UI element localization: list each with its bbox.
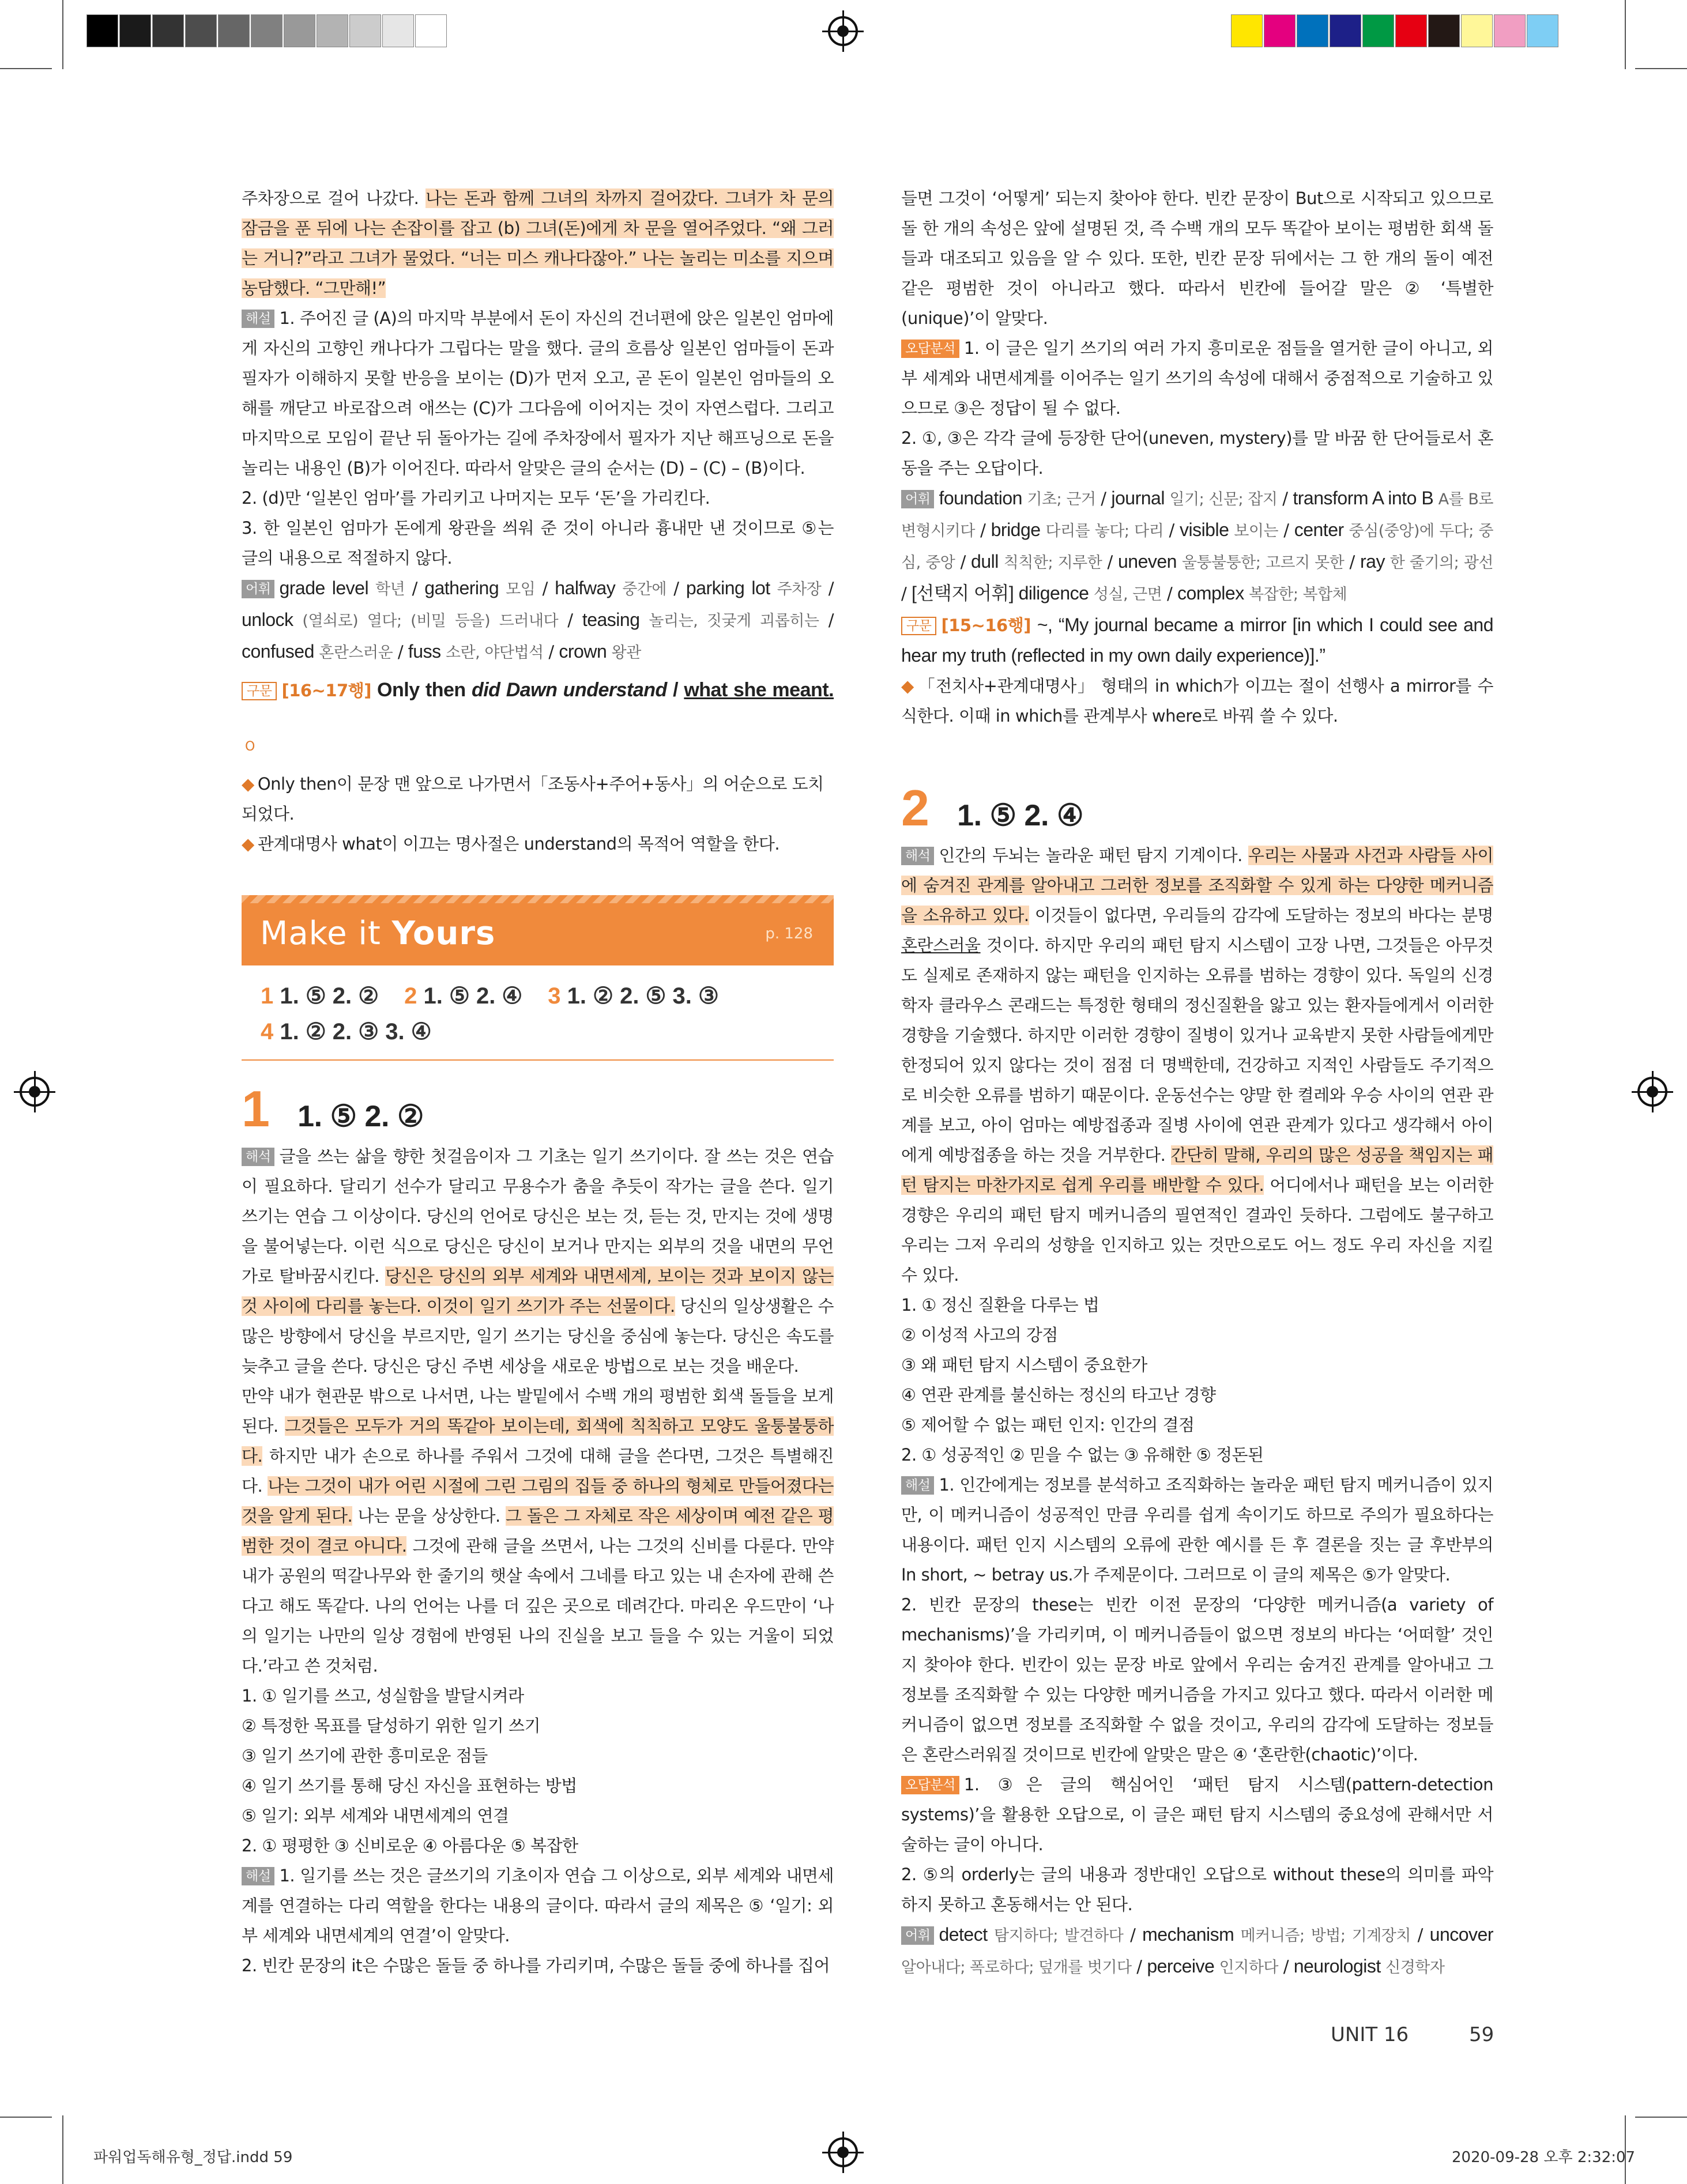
syntax-sentence-d: what she meant. [684,679,834,701]
left-column-section-1 [242,1080,834,1981]
highlighted-text: 당신은 당신의 외부 세계와 내면세계, 보이는 것과 보이지 않는 것 사이에 다리를 놓는다. 이것이 일기 쓰기가 주는 선물이다. [242,1266,834,1316]
syntax-sentence: ~, “My journal became a mirror [in which I could see and hear my truth (reflected in my own daily experience)].” [901,614,1494,666]
process-swatch [1297,14,1328,47]
vocab-word: bridge [991,519,1046,540]
gray-swatch [152,14,184,47]
vocab-word: visible [1179,519,1234,540]
vocab-word: perceive [1147,1956,1219,1976]
vocab-gloss: 중간에 [622,580,666,598]
vocab-word: transform A into B [1293,488,1439,508]
vocab-word: fuss [408,641,446,662]
translation-tag: 해석 [901,847,934,865]
vocab-word: journal [1111,488,1170,508]
syntax-sentence-b: did Dawn understand [471,679,667,701]
highlighted-text: 나는 돈과 함께 그녀의 차까지 걸어갔다. 그녀가 차 문의 잠금을 푼 뒤에 나는 손잡이를 잡고 (b) 그녀(돈)에게 차 문을 열어주었다. “왜 그러는 거니?”라고 그녀가 물었다. “너는 미스 캐나다잖아.” 나는 놀리는 미소를 지으며 농담했다. “그만해!” [242,188,834,298]
gray-swatch [382,14,414,47]
explanation-block [242,303,834,483]
text-run: 그것에 관해 글을 쓰면서, 나는 그것의 신비를 다룬다. 만약 내가 공원의 떡갈나무와 한 줄기의 햇살 속에서 그네를 타고 있는 내 손자에 관해 쓴다고 해도 똑같다. 나의 언어는 나를 더 깊은 곳으로 데려간다. 마리온 우드만이 ‘나의 일기는 나만의 일상 경험에 반영된 나의 진실을 보고 들을 수 있는 거울이 되었다.’라고 쓴 것처럼. [242,1536,834,1676]
section-2-explanation-1: 1. 인간에게는 정보를 분석하고 조직화하는 놀라운 패턴 탐지 메커니즘이 있지만, 이 메커니즘이 성공적인 만큼 우리를 쉽게 속이기도 하므로 주의가 필요하다는 내용이다. 패턴 인지 시스템의 오류에 관한 예시를 든 후 결론을 짓는 글 후반부의 In short, ~ betray us.가 주제문이다. 그러므로 이 글의 제목은 ⑤가 알맞다. [901,1475,1493,1585]
vocab-word: uneven [1117,551,1182,572]
gray-swatch [349,14,381,47]
section-2-number: 2 [901,779,929,836]
text-run: 이것들이 없다면, 우리들의 감각에 도달하는 정보의 바다는 분명 [1029,906,1493,925]
list-item: 1. ① 정신 질환을 다루는 법 [901,1295,1099,1315]
highlighted-text: 간단히 말해, 우리의 많은 성공을 책임지는 패턴 탐지는 마찬가지로 쉽게 우리를 배반할 수 있다. [901,1145,1493,1195]
section-1-q2-options: 2. ① 평평한 ③ 신비로운 ④ 아름다운 ⑤ 복잡한 [242,1836,578,1855]
vocab-gloss: 모임 [506,580,536,598]
vocab-gloss: A를 B로 변형시키다 [901,491,1493,540]
vocab-gloss: (열쇠로) 열다; (비밀 등을) 드러내다 [302,612,559,630]
wrong-answer-tag: 오답분석 [901,340,959,358]
vocab-word: mechanism [1142,1924,1241,1945]
vocab-gloss: 칙칙한; 지루한 [1003,554,1102,572]
highlighted-text: 나는 그것이 내가 어린 시절에 그린 그림의 집들 중 하나의 형체로 만들어졌다는 것을 알게 된다. [242,1476,834,1526]
highlighted-text: 그 돌은 그 자체로 작은 세상이며 예전 같은 평범한 것이 결코 아니다. [242,1506,834,1556]
vocab-word: complex [1177,583,1249,603]
answer-group: 1 1. ⑤ 2. ② [261,983,379,1009]
unit-label: UNIT 16 [1331,2023,1409,2046]
registration-target-right [1637,1077,1667,1107]
wrong-answer-analysis [901,333,1493,423]
vocab-gloss: 중심(중앙)에 두다; 중심, 중앙 [901,522,1493,572]
wrong-answer-tag: 오답분석 [901,1776,959,1794]
vocab-word: grade level [279,578,376,598]
vocab-word: gathering [424,578,506,598]
banner-stripe [242,895,834,903]
section-2-translation [901,840,1493,1290]
syntax-note: ◆ 「전치사+관계대명사」 형태의 in which가 이끄는 절이 선행사 a mirror를 수식한다. 이때 in which를 관계부사 where로 바꿔 쓸 수 있다. [901,676,1493,726]
highlighted-text: 그것들은 모두가 거의 똑같아 보이는데, 회색에 칙칙하고 모양도 울퉁불퉁하다. [242,1416,834,1466]
wrong-answer-2: 2. ①, ③은 각각 글에 등장한 단어(uneven, mystery)를 말 바꿈 한 단어들로서 혼동을 주는 오답이다. [901,428,1493,478]
explanation-tag: 해설 [242,1867,274,1885]
list-item: ② 이성적 사고의 강점 [901,1325,1058,1345]
left-column [242,183,834,859]
explanation-1: 1. 주어진 글 (A)의 마지막 부분에서 돈이 자신의 건너편에 앉은 일본인 엄마에게 자신의 고향인 캐나다가 그립다는 말을 했다. 글의 흐름상 일본인 엄마들이 돈과 필자가 이해하지 못할 반응을 보이는 (D)가 먼저 오고, 곧 돈이 일본인 엄마들의 오해를 깨닫고 바로잡으려 애쓰는 (C)가 그다음에 이어지는 것이 자연스럽다. 그리고 마지막으로 모임이 끝난 뒤 돌아가는 길에 주차장에서 필자가 지난 해프닝으로 돈을 놀리는 내용인 (B)가 이어진다. 따라서 알맞은 글의 순서는 (D) – (C) – (B)이다. [242,308,834,478]
vocab-gloss: 울퉁불퉁한; 고르지 못한 [1181,554,1345,572]
vocab-gloss: 복잡한; 복합체 [1249,586,1347,603]
gray-swatch [218,14,250,47]
vocabulary-tag: 어휘 [901,1926,934,1945]
syntax-tag: 구문 [901,617,936,635]
vocab-gloss: 다리를 놓다; 다리 [1045,522,1164,540]
answer-row-1 [261,978,826,1014]
list-item: ③ 일기 쓰기에 관한 흥미로운 점들 [242,1746,488,1766]
vocab-word: detect [939,1924,995,1945]
section-2-q1-options [901,1290,1493,1440]
section-1-explanation-2: 2. 빈칸 문장의 it은 수많은 돌들 중 하나를 가리키며, 수많은 돌들 중에 하나를 집어 [242,1956,830,1975]
text-run: 어디에서나 패턴을 보는 이러한 경향은 우리의 패턴 탐지 메커니즘의 필연적인 결과인 듯하다. 그럼에도 불구하고 우리는 그저 우리의 성향을 인지하고 있는 것만으로도 어느 정도 우리 자신을 지킬 수 있다. [901,1175,1493,1285]
vocab-gloss: 한 줄기의; 광선 [1389,554,1493,572]
vocab-word: unlock [242,609,303,630]
vocab-gloss: 주차장 [777,580,822,598]
vocab-word: center [1294,519,1349,540]
text-run: 당신의 일상생활은 수많은 방향에서 당신을 부르지만, 일기 쓰기는 당신을 중심에 놓는다. 당신은 속도를 늦추고 글을 쓴다. 당신은 당신 주변 세상을 새로운 방법으로 보는 것을 배운다. [242,1296,834,1376]
syntax-sentence-a: Only then [377,679,472,701]
answer-group: 2 1. ⑤ 2. ④ [404,983,523,1009]
section-1-translation-1 [242,1141,834,1381]
translation-tag: 해석 [242,1148,274,1166]
text-run: 글을 쓰는 삶을 향한 첫걸음이자 그 기초는 일기 쓰기이다. 잘 쓰는 것은 연습이 필요하다. 달리기 선수가 달리고 무용수가 춤을 추듯이 작가는 글을 쓴다. 일기 쓰기는 연습 그 이상이다. 당신의 언어로 당신은 보는 것, 듣는 것, 만지는 것에 생명을 불어넣는다. 이런 식으로 당신은 당신이 보거나 만지는 외부의 것을 내면의 무언가로 탈바꿈시킨다. [242,1146,834,1286]
vocab-gloss: 왕관 [611,644,641,662]
banner-page-ref: p. 128 [765,925,813,942]
text-run: 혼란스러울 [901,936,981,955]
list-item: ◆ 관계대명사 what이 이끄는 명사절은 understand의 목적어 역할을 한다. [242,834,780,854]
syntax-lines: [15~16행] [941,616,1031,635]
process-swatch [1362,14,1394,47]
vocab-word: teasing [582,609,649,630]
list-item: ④ 연관 관계를 불신하는 정신의 타고난 경향 [901,1385,1216,1405]
text-run: 만약 내가 현관문 밖으로 나서면, 나는 발밑에서 수백 개의 평범한 회색 돌들을 보게 된다. [242,1386,834,1436]
text-run: 것이다. 하지만 우리의 패턴 탐지 시스템이 고장 나면, 그것들은 아무것도 실제로 존재하지 않는 패턴을 인지하는 오류를 범하는 경향이 있다. 독일의 신경학자 클라우스 콘래드는 특정한 형태의 정신질환을 앓고 있는 환자들에게서 이러한 경향을 기술했다. 하지만 이러한 경향이 질병이 있거나 교육받지 못한 사람들에게만 한정되어 있지 않다는 것이 점점 더 명백한데, 건강하고 지적인 사람들도 주기적으로 비슷한 오류를 범하기 때문이다. 운동선수는 양말 한 켤레와 우승 사이의 연관 관계를 보고, 아이 엄마는 예방접종과 질병 사이에 연관 관계가 있다고 생각해서 아이에게 예방접종을 하는 것을 거부한다. [901,936,1493,1165]
syntax-sentence-c: / [666,679,684,701]
syntax-notes [242,769,834,859]
vocab-word: [선택지 어휘] diligence [912,583,1094,603]
vocab-word: parking lot [686,578,777,598]
vocab-gloss: 놀리는, 짓궂게 괴롭히는 [649,612,819,630]
vocab-word: halfway [555,578,623,598]
vocab-gloss: 보이는 [1234,522,1279,540]
process-swatch [1395,14,1427,47]
vocab-word: dull [971,551,1004,572]
explanation-3: 3. 한 일본인 엄마가 돈에게 왕관을 씌워 준 것이 아니라 흉내만 낸 것이므로 ⑤는 글의 내용으로 적절하지 않다. [242,518,834,568]
section-2-q2-options: 2. ① 성공적인 ② 믿을 수 없는 ③ 유해한 ⑤ 정돈된 [901,1445,1264,1465]
vocab-gloss: 학년 [375,580,405,598]
section-2-header [901,779,1493,836]
vocab-gloss: 일기; 신문; 잡지 [1169,491,1278,508]
section-1-q1-options [242,1681,834,1831]
process-swatch [1330,14,1361,47]
vocab-word: neurologist [1293,1956,1386,1976]
process-swatch [1428,14,1460,47]
vocab-gloss: 메커니즘; 방법; 기계장치 [1240,1927,1411,1945]
section-2-wrong-answer-1: 1. ③은 글의 핵심어인 ‘패턴 탐지 시스템(pattern-detection systems)’을 활용한 오답으로, 이 글은 패턴 탐지 시스템의 중요성에 관해서만 서술하는 글이 아니다. [901,1775,1493,1854]
text-run: 인간의 두뇌는 놀라운 패턴 탐지 기계이다. [939,846,1248,865]
vocab-gloss: 혼란스러운 [319,644,393,662]
section-divider [242,1059,834,1061]
vocab-gloss: 기초; 근거 [1027,491,1096,508]
gray-swatch [251,14,283,47]
answer-group: 3 1. ② 2. ⑤ 3. ③ [548,983,719,1009]
section-1-translation-2 [242,1381,834,1681]
vocab-word: foundation [939,488,1027,508]
vocab-gloss: 소란, 야단법석 [445,644,544,662]
list-item: 1. ① 일기를 쓰고, 성실함을 발달시켜라 [242,1686,524,1706]
vocabulary-tag: 어휘 [901,490,934,508]
syntax-object-mark: O [245,740,255,754]
section-2-explanation [901,1470,1493,1590]
vocab-word: uncover [1429,1924,1493,1945]
process-swatch [1527,14,1558,47]
process-swatch [1461,14,1493,47]
vocab-gloss: 인지하다 [1219,1959,1278,1976]
highlighted-text: 우리는 사물과 사건과 사람들 사이에 숨겨진 관계를 알아내고 그러한 정보를 조직화할 수 있게 하는 다양한 메커니즘을 소유하고 있다. [901,846,1493,925]
indd-filename: 파워업독해유형_정답.indd 59 [93,2149,293,2166]
vocabulary-block: 어휘 grade level 학년 / gathering 모임 / halfway 중간에 / parking lot 주차장 / unlock (열쇠로) 열다; (비밀 등을) 드러내다 / teasing 놀리는, 짓궂게 괴롭히는 / confused 혼란스러운 / fuss 소란, 야단법석 / crown 왕관 [242,578,834,662]
explanation-tag: 해설 [242,310,274,328]
process-swatch [1494,14,1526,47]
gray-swatch [119,14,151,47]
section-1-explanation-1: 1. 일기를 쓰는 것은 글쓰기의 기초이자 연습 그 이상으로, 외부 세계와 내면세계를 연결하는 다리 역할을 한다는 내용의 글이다. 따라서 글의 제목은 ⑤ ‘일기: 외부 세계와 내면세계의 연결’이 알맞다. [242,1866,834,1945]
list-item: ④ 일기 쓰기를 통해 당신 자신을 표현하는 방법 [242,1776,577,1796]
section-1-answers: 1. ⑤ 2. ② [298,1100,424,1133]
registration-target-bottom [828,2137,858,2167]
process-swatch [1264,14,1296,47]
list-item: ② 특정한 목표를 달성하기 위한 일기 쓰기 [242,1716,541,1736]
list-item: ◆ Only then이 문장 맨 앞으로 나가면서「조동사+주어+동사」의 어순으로 도치되었다. [242,774,824,824]
right-column [901,183,1493,1983]
gray-swatch [86,14,118,47]
section-1-header [242,1080,834,1137]
gray-swatch [284,14,315,47]
registration-target-top [828,16,858,46]
vocab-word: confused [242,641,319,662]
text-run: 하지만 내가 손으로 하나를 주워서 그것에 대해 글을 쓴다면, 그것은 특별해진다. [242,1446,834,1496]
print-timestamp: 2020-09-28 오후 2:32:07 [1452,2149,1636,2166]
section-2-explanation-2: 2. 빈칸 문장의 these는 빈칸 이전 문장의 ‘다양한 메커니즘(a variety of mechanisms)’을 가리키며, 이 메커니즘들이 없으면 정보의 바다는 ‘어떠할’ 것인지 찾아야 한다. 빈칸이 있는 문장 바로 앞에서 우리는 숨겨진 관계를 알아내고 그 정보를 조직화할 수 있는 다양한 메커니즘을 가지고 있다고 했다. 따라서 이러한 메커니즘이 없으면 정보를 조직화할 수 없을 것이고, 우리의 감각에 도달하는 정보들은 혼란스러워질 것이므로 빈칸에 알맞은 말은 ④ ‘혼란한(chaotic)’이다. [901,1595,1493,1764]
answer-row-2 [261,1014,826,1050]
syntax-block [901,610,1493,671]
vocab-word: ray [1360,551,1390,572]
section-2-answers: 1. ⑤ 2. ④ [957,799,1083,832]
answer-group: 4 1. ② 2. ③ 3. ④ [261,1019,432,1044]
list-item: ⑤ 제어할 수 없는 패턴 인지: 인간의 결점 [901,1415,1195,1435]
syntax-tag: 구문 [242,682,277,700]
syntax-block [242,668,834,769]
page-number: 59 [1469,2023,1494,2046]
vocab-word: crown [559,641,612,662]
vocabulary-block: 어휘 foundation 기초; 근거 / journal 일기; 신문; 잡지 / transform A into B A를 B로 변형시키다 / bridge 다리를 놓다; 다리 / visible 보이는 / center 중심(중앙)에 두다; 중심, 중앙 / dull 칙칙한; 지루한 / uneven 울퉁불퉁한; 고르지 못한 / ray 한 줄기의; 광선 / [선택지 어휘] diligence 성실, 근면 / complex 복잡한; 복합체 [901,488,1493,603]
text-run: 주차장으로 걸어 나갔다. [242,188,426,208]
text-run: 나는 문을 상상한다. [352,1506,506,1526]
list-item: ③ 왜 패턴 탐지 시스템이 중요한가 [901,1355,1147,1375]
section-2-wrong-answer-2: 2. ⑤의 orderly는 글의 내용과 정반대인 오답으로 without these의 의미를 파악하지 못하고 혼동해서는 안 된다. [901,1865,1493,1914]
banner-title: Make it Yours [260,915,496,952]
section-1-number: 1 [242,1080,270,1137]
vocab-gloss: 탐지하다; 발견하다 [994,1927,1124,1945]
make-it-yours-banner [242,895,834,965]
registration-target-left [20,1077,50,1107]
wrong-answer-1: 1. 이 글은 일기 쓰기의 여러 가지 흥미로운 점들을 열거한 글이 아니고, 외부 세계와 내면세계를 이어주는 일기 쓰기의 속성에 대해서 중점적으로 기술하고 있으므로 ③은 정답이 될 수 없다. [901,338,1493,418]
answer-summary [261,978,826,1050]
vocabulary-tag: 어휘 [242,580,274,598]
syntax-lines: [16~17행] [281,681,371,700]
vocab-gloss: 신경학자 [1385,1959,1445,1976]
gray-swatch [317,14,348,47]
vocab-gloss: 성실, 근면 [1093,586,1162,603]
section-1-explanation [242,1861,834,1951]
section-1-explanation-cont: 들면 그것이 ‘어떻게’ 되는지 찾아야 한다. 빈칸 문장이 But으로 시작되고 있으므로 돌 한 개의 속성은 앞에 설명된 것, 즉 수백 개의 모두 똑같아 보이는 평범한 회색 돌들과 대조되고 있음을 알 수 있다. 또한, 빈칸 문장 뒤에서는 그 한 개의 돌이 예전 같은 평범한 것이 아니라고 했다. 따라서 빈칸에 들어갈 말은 ② ‘특별한(unique)’이 알맞다. [901,188,1493,328]
vocab-gloss: 알아내다; 폭로하다; 덮개를 벗기다 [901,1959,1132,1976]
section-2-wrong-answer [901,1770,1493,1859]
passage-ending [242,183,834,303]
gray-swatch [415,14,447,47]
explanation-2: 2. (d)만 ‘일본인 엄마’를 가리키고 나머지는 모두 ‘돈’을 가리킨다. [242,488,710,508]
list-item: ⑤ 일기: 외부 세계와 내면세계의 연결 [242,1806,509,1825]
gray-swatch [185,14,217,47]
process-swatch [1231,14,1263,47]
explanation-tag: 해설 [901,1476,934,1495]
vocabulary-block-2: 어휘 detect 탐지하다; 발견하다 / mechanism 메커니즘; 방법; 기계장치 / uncover 알아내다; 폭로하다; 덮개를 벗기다 / perceive 인지하다 / neurologist 신경학자 [901,1924,1493,1976]
